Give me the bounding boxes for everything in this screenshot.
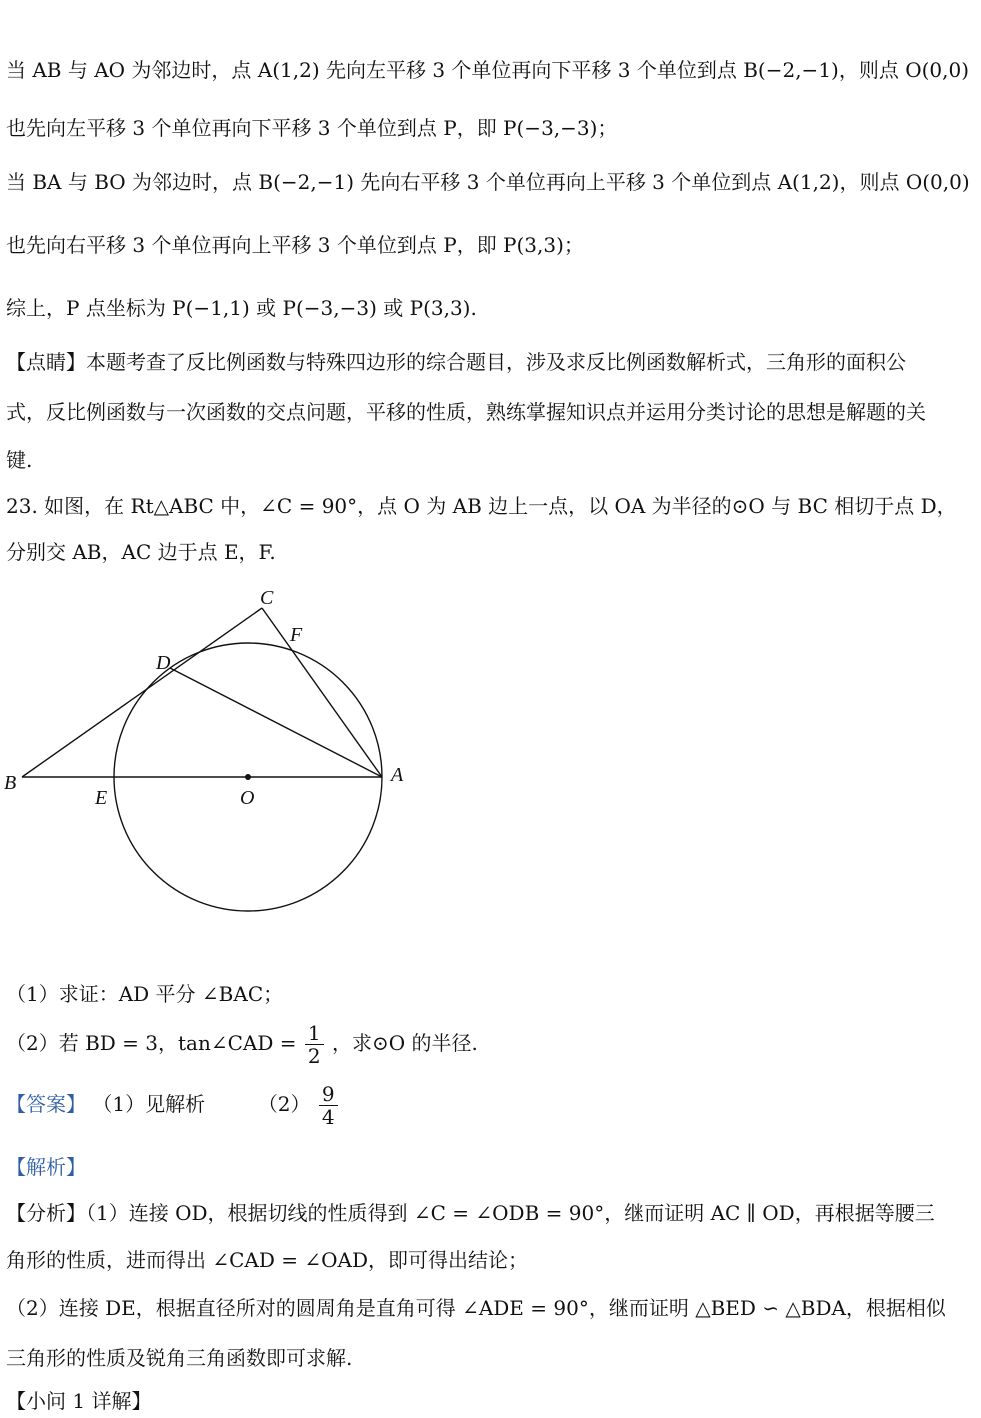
analysis-line-4: 三角形的性质及锐角三角函数即可求解.	[6, 1346, 353, 1370]
text-line-1: 当 AB 与 AO 为邻边时，点 A(1,2) 先向左平移 3 个单位再向下平移 3 个单位到点 B(−2,−1)，则点 O(0,0)	[6, 58, 970, 82]
text-line-8: 键.	[6, 448, 33, 472]
label-o: O	[240, 787, 255, 809]
text-line-2: 也先向左平移 3 个单位再向下平移 3 个单位到点 P，即 P(−3,−3)；	[6, 116, 618, 140]
analysis-tag: 【解析】	[6, 1155, 86, 1179]
segment-bc	[22, 608, 262, 777]
label-a: A	[391, 764, 404, 786]
question-2-prefix: （2）若 BD = 3，tan∠CAD =	[6, 1031, 297, 1055]
label-c: C	[260, 587, 274, 609]
segment-ca	[262, 608, 382, 777]
subquestion-1-heading: 【小问 1 详解】	[6, 1389, 152, 1413]
center-dot	[245, 774, 251, 780]
answer-part-1: （1）见解析	[92, 1092, 206, 1116]
question-2-suffix: ，求⊙O 的半径.	[331, 1031, 478, 1055]
question-1: （1）求证：AD 平分 ∠BAC；	[6, 982, 284, 1006]
text-line-3: 当 BA 与 BO 为邻边时，点 B(−2,−1) 先向右平移 3 个单位再向上平移 3 个单位到点 A(1,2)，则点 O(0,0)	[6, 170, 970, 194]
fraction-tan	[305, 1022, 324, 1067]
answer-fraction	[319, 1083, 338, 1128]
answer-part-2: （2）	[257, 1092, 311, 1116]
text-line-4: 也先向右平移 3 个单位再向上平移 3 个单位到点 P，即 P(3,3)；	[6, 233, 584, 257]
fraction-denominator: 2	[307, 1044, 321, 1068]
segment-da	[170, 668, 382, 777]
problem-23-line-1: 23. 如图，在 Rt△ABC 中，∠C = 90°，点 O 为 AB 边上一点，以 OA 为半径的⊙O 与 BC 相切于点 D，	[6, 494, 957, 518]
label-b: B	[4, 772, 17, 794]
label-e: E	[95, 787, 108, 809]
text-line-6: 【点睛】本题考查了反比例函数与特殊四边形的综合题目，涉及求反比例函数解析式，三角形的面积公	[6, 350, 906, 374]
geometry-figure	[0, 580, 460, 920]
fraction-numerator: 1	[305, 1022, 324, 1045]
text-line-5: 综上，P 点坐标为 P(−1,1) 或 P(−3,−3) 或 P(3,3).	[6, 296, 477, 320]
answer-line	[6, 1083, 340, 1128]
label-f: F	[290, 624, 303, 646]
answer-denominator: 4	[321, 1105, 335, 1129]
label-d: D	[156, 652, 171, 674]
analysis-line-1: 【分析】（1）连接 OD，根据切线的性质得到 ∠C = ∠ODB = 90°，继而证明 AC ∥ OD，再根据等腰三	[6, 1201, 935, 1225]
analysis-line-2: 角形的性质，进而得出 ∠CAD = ∠OAD，即可得出结论；	[6, 1248, 529, 1272]
answer-numerator: 9	[319, 1083, 338, 1106]
question-2	[6, 1022, 478, 1067]
answer-tag: 【答案】	[6, 1092, 86, 1116]
text-line-7: 式，反比例函数与一次函数的交点问题，平移的性质，熟练掌握知识点并运用分类讨论的思想是解题的关	[6, 400, 926, 424]
problem-23-line-2: 分别交 AB，AC 边于点 E，F.	[6, 540, 276, 564]
analysis-line-3: （2）连接 DE，根据直径所对的圆周角是直角可得 ∠ADE = 90°，继而证明 △BED ∽ △BDA，根据相似	[6, 1296, 946, 1320]
